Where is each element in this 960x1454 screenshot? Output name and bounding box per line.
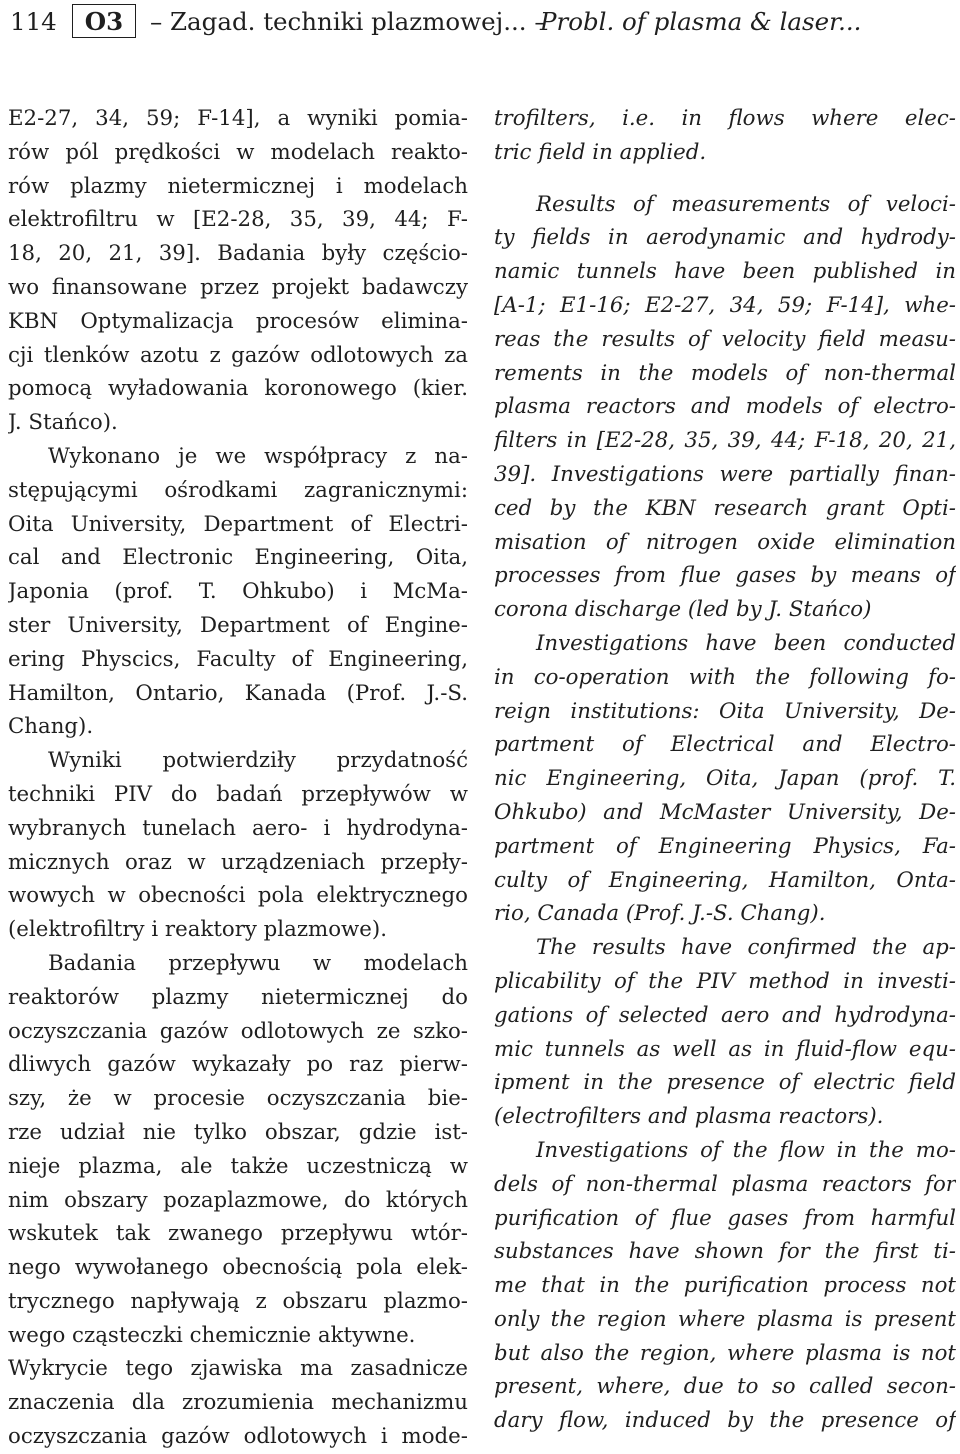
text-line: reas the results of velocity field measu- (494, 326, 956, 352)
header-title-english: Probl. of plasma & laser... (540, 7, 862, 36)
text-line: nic Engineering, Oita, Japan (prof. T. (494, 766, 956, 792)
text-line: me that in the purification process not (494, 1273, 956, 1299)
text-line: trofilters, i.e. in flows where elec- (494, 106, 956, 131)
text-line: rements in the models of non-thermal (494, 360, 956, 386)
text-line: present, where, due to so called secon- (494, 1374, 956, 1400)
text-line: nieje plazma, ale także uczestniczą w (8, 1153, 468, 1179)
text-line: plicability of the PIV method in investi- (494, 968, 956, 994)
section-code-box: O3 (72, 4, 136, 38)
page-number: 114 (10, 7, 57, 36)
text-line: wskutek tak zwanego przepływu wtór- (8, 1221, 468, 1247)
text-line: J. Stańco). (8, 410, 118, 436)
text-line: wego cząsteczki chemicznie aktywne. (8, 1322, 416, 1348)
text-line: wowych w obecności pola elektrycznego (8, 883, 468, 909)
text-line: trycznego napływają z obszaru plazmo- (8, 1288, 468, 1314)
text-line: E2-27, 34, 59; F-14], a wyniki pomia- (8, 106, 468, 131)
text-line: oczyszczania gazów odlotowych ze szko- (8, 1018, 468, 1044)
text-line: Chang). (8, 714, 94, 740)
text-line: plasma reactors and models of electro- (494, 394, 956, 420)
text-line: substances have shown for the first ti- (494, 1239, 956, 1265)
text-line: ced by the KBN research grant Opti- (494, 495, 956, 521)
text-line: reaktorów plazmy nietermicznej do (8, 984, 468, 1010)
text-line: KBN Optymalizacja procesów elimina- (8, 308, 468, 334)
text-line: 39]. Investigations were partially finan- (494, 461, 956, 487)
text-line: gations of selected aero and hydrodyna- (494, 1002, 956, 1028)
text-line: tric field in applied. (494, 139, 707, 165)
text-line: in co-operation with the following fo- (494, 664, 956, 690)
text-line: only the region where plasma is present (494, 1306, 956, 1332)
text-line: Badania przepływu w modelach (48, 950, 468, 976)
text-line: corona discharge (led by J. Stańco) (494, 597, 872, 623)
text-line: partment of Engineering Physics, Fa- (494, 833, 956, 859)
text-line: Wyniki potwierdziły przydatność (48, 748, 468, 774)
paragraph-gap (494, 170, 956, 188)
text-line: partment of Electrical and Electro- (494, 732, 956, 758)
header-title-polish: – Zagad. techniki plazmowej... – (150, 7, 547, 36)
text-line: [A-1; E1-16; E2-27, 34, 59; F-14], whe- (494, 292, 956, 318)
text-line: ster University, Department of Engine- (8, 612, 468, 638)
text-line: micznych oraz w urządzeniach przepły- (8, 849, 468, 875)
text-line: (elektrofiltry i reaktory plazmowe). (8, 917, 387, 943)
text-line: Japonia (prof. T. Ohkubo) i McMa- (8, 579, 468, 605)
text-line: nim obszary pozaplazmowe, do których (8, 1187, 468, 1213)
text-line: 18, 20, 21, 39]. Badania były częścio- (8, 241, 468, 267)
text-line: Investigations have been conducted (536, 630, 956, 656)
text-line: mic tunnels as well as in fluid-flow equ- (494, 1036, 956, 1062)
text-line: Wykrycie tego zjawiska ma zasadnicze (8, 1356, 468, 1382)
text-line: Results of measurements of veloci- (536, 191, 956, 217)
right-column-english-text (494, 102, 956, 1438)
text-line: techniki PIV do badań przepływów w (8, 781, 468, 807)
text-line: ipment in the presence of electric field (494, 1070, 956, 1096)
text-line: misation of nitrogen oxide elimination (494, 529, 956, 555)
text-line: rów plazmy nietermicznej i modelach (8, 173, 468, 199)
text-line: (electrofilters and plasma reactors). (494, 1104, 884, 1130)
text-line: namic tunnels have been published in (494, 259, 956, 285)
text-line: rio, Canada (Prof. J.-S. Chang). (494, 901, 826, 927)
text-line: Investigations of the flow in the mo- (536, 1137, 956, 1163)
text-line: processes from flue gases by means of (494, 563, 956, 589)
text-line: dels of non-thermal plasma reactors for (494, 1171, 956, 1197)
text-line: The results have confirmed the ap- (536, 935, 956, 961)
text-line: rów pól prędkości w modelach reakto- (8, 139, 468, 165)
left-column-polish-text (8, 102, 468, 1454)
text-line: culty of Engineering, Hamilton, Onta- (494, 867, 956, 893)
page-header (10, 4, 940, 40)
text-line: but also the region, where plasma is not (494, 1340, 956, 1366)
text-line: dary flow, induced by the presence of (494, 1408, 956, 1434)
text-line: dliwych gazów wykazały po raz pierw- (8, 1052, 468, 1078)
text-line: stępującymi ośrodkami zagranicznymi: (8, 477, 468, 503)
text-line: wybranych tunelach aero- i hydrodyna- (8, 815, 468, 841)
text-line: filters in [E2-28, 35, 39, 44; F-18, 20, 21, (494, 428, 956, 454)
text-line: ty fields in aerodynamic and hydrody- (494, 225, 956, 251)
text-line: cji tlenków azotu z gazów odlotowych za (8, 342, 468, 368)
text-line: elektrofiltru w [E2-28, 35, 39, 44; F- (8, 207, 468, 233)
text-line: Ohkubo) and McMaster University, De- (494, 799, 956, 825)
text-line: znaczenia dla zrozumienia mechanizmu (8, 1390, 468, 1416)
text-line: oczyszczania gazów odlotowych i mode- (8, 1424, 468, 1450)
text-line: Oita University, Department of Electri- (8, 511, 468, 537)
text-line: reign institutions: Oita University, De- (494, 698, 956, 724)
text-line: purification of flue gases from harmful (494, 1205, 956, 1231)
text-line: ering Physcics, Faculty of Engineering, (8, 646, 468, 672)
text-line: pomocą wyładowania koronowego (kier. (8, 376, 468, 402)
text-line: wo finansowane przez projekt badawczy (8, 274, 468, 300)
text-line: cal and Electronic Engineering, Oita, (8, 545, 468, 571)
text-line: Hamilton, Ontario, Kanada (Prof. J.-S. (8, 680, 468, 706)
text-line: rze udział nie tylko obszar, gdzie ist- (8, 1119, 468, 1145)
text-line: szy, że w procesie oczyszczania bie- (8, 1086, 468, 1112)
text-line: Wykonano je we współpracy z na- (48, 443, 468, 469)
text-line: nego wywołanego obecnością pola elek- (8, 1255, 468, 1281)
